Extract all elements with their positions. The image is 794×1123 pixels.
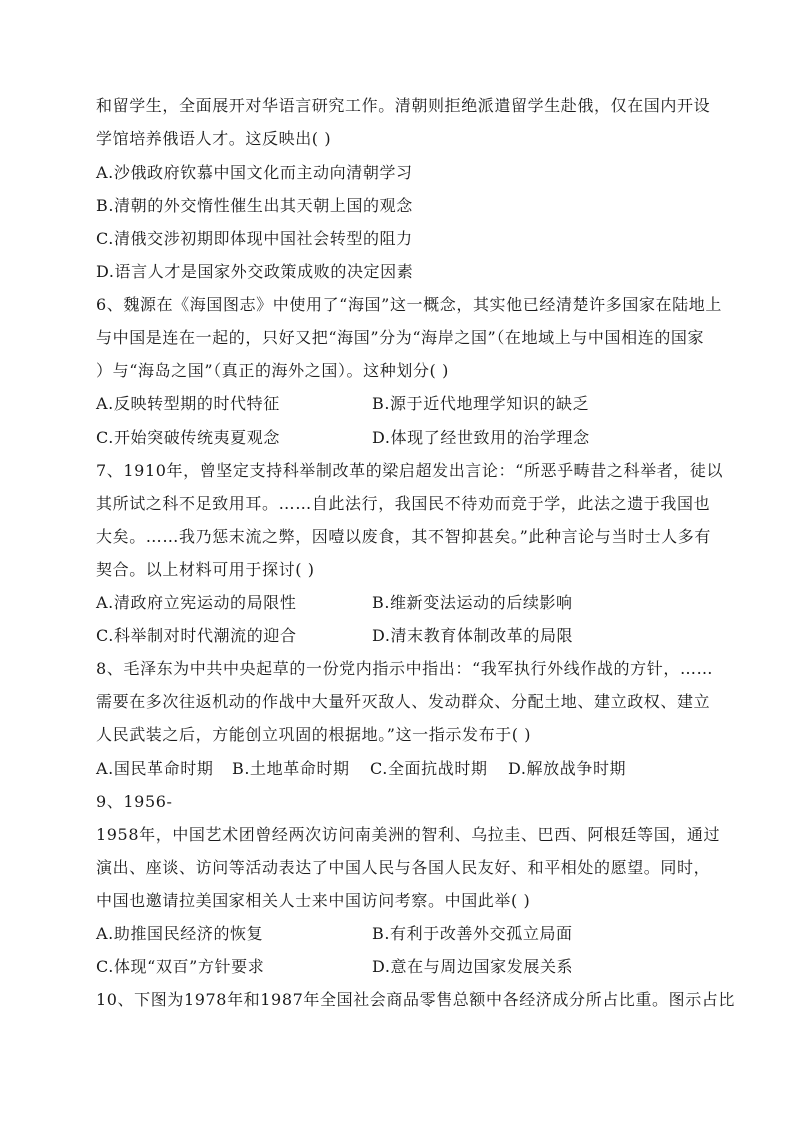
q8-stem-line-2: 需要在多次往返机动的作战中大量歼灭敌人、发动群众、分配土地、建立政权、建立 — [96, 692, 711, 711]
q6-option-b: B.源于近代地理学知识的缺乏 — [372, 394, 590, 413]
q7-option-c: C.科举制对时代潮流的迎合 — [96, 626, 297, 645]
q9-option-d: D.意在与周边国家发展关系 — [372, 957, 574, 976]
q9-option-c: C.体现“双百”方针要求 — [96, 957, 265, 976]
q6-stem-line-3: ）与“海岛之国”（真正的海外之国）。这种划分( ) — [96, 361, 449, 380]
q5-option-a: A.沙俄政府钦慕中国文化而主动向清朝学习 — [96, 163, 413, 182]
q7-stem-line-1: 7、1910年，曾坚定支持科举制改革的梁启超发出言论：“所恶乎畴昔之科举者，徒以 — [96, 461, 724, 480]
q6-stem-line-2: 与中国是连在一起的，只好又把“海国”分为“海岸之国”（在地域上与中国相连的国家 — [96, 328, 705, 347]
q5-option-c: C.清俄交涉初期即体现中国社会转型的阻力 — [96, 229, 413, 248]
q6-option-c: C.开始突破传统夷夏观念 — [96, 428, 280, 447]
q9-stem-line-4: 中国也邀请拉美国家相关人士来中国访问考察。中国此举( ) — [96, 891, 531, 910]
q9-stem-line-2: 1958年，中国艺术团曾经两次访问南美洲的智利、乌拉圭、巴西、阿根廷等国，通过 — [96, 825, 721, 844]
q10-stem-line-1: 10、下图为1978年和1987年全国社会商品零售总额中各经济成分所占比重。图示占比 — [96, 990, 735, 1009]
q5-option-d: D.语言人才是国家外交政策成败的决定因素 — [96, 262, 414, 281]
q8-option-b: B.土地革命时期 — [232, 759, 350, 778]
q7-stem-line-4: 契合。以上材料可用于探讨( ) — [96, 560, 315, 579]
q6-option-d: D.体现了经世致用的治学理念 — [372, 428, 590, 447]
q9-option-a: A.助推国民经济的恢复 — [96, 924, 264, 943]
q8-stem-line-3: 人民武装之后，方能创立巩固的根据地。”这一指示发布于( ) — [96, 725, 532, 744]
q8-option-c: C.全面抗战时期 — [370, 759, 488, 778]
q5-stem-line-2: 学馆培养俄语人才。这反映出( ) — [96, 129, 332, 148]
q6-stem-line-1: 6、魏源在《海国图志》中使用了“海国”这一概念，其实他已经清楚许多国家在陆地上 — [96, 295, 722, 314]
q7-option-b: B.维新变法运动的后续影响 — [372, 593, 573, 612]
q6-option-a: A.反映转型期的时代特征 — [96, 394, 280, 413]
q8-stem-line-1: 8、毛泽东为中共中央起草的一份党内指示中指出：“我军执行外线作战的方针，…… — [96, 659, 714, 678]
q5-option-b: B.清朝的外交惰性催生出其天朝上国的观念 — [96, 196, 413, 215]
q8-options-row — [96, 759, 626, 779]
q9-stem-line-1: 9、1956- — [96, 792, 173, 811]
q7-option-a: A.清政府立宪运动的局限性 — [96, 593, 297, 612]
q9-stem-line-3: 演出、座谈、访问等活动表达了中国人民与各国人民友好、和平相处的愿望。同时， — [96, 858, 711, 877]
q7-stem-line-2: 其所试之科不足致用耳。……自此法行，我国民不待劝而竞于学，此法之遗于我国也 — [96, 494, 711, 513]
q8-option-a: A.国民革命时期 — [96, 759, 214, 778]
q5-stem-line-1: 和留学生，全面展开对华语言研究工作。清朝则拒绝派遣留学生赴俄，仅在国内开设 — [96, 96, 711, 115]
q7-stem-line-3: 大矣。……我乃惩末流之弊，因噎以废食，其不智抑甚矣。”此种言论与当时士人多有 — [96, 527, 711, 546]
q8-option-d: D.解放战争时期 — [508, 759, 627, 778]
q7-option-d: D.清末教育体制改革的局限 — [372, 626, 574, 645]
q9-option-b: B.有利于改善外交孤立局面 — [372, 924, 573, 943]
